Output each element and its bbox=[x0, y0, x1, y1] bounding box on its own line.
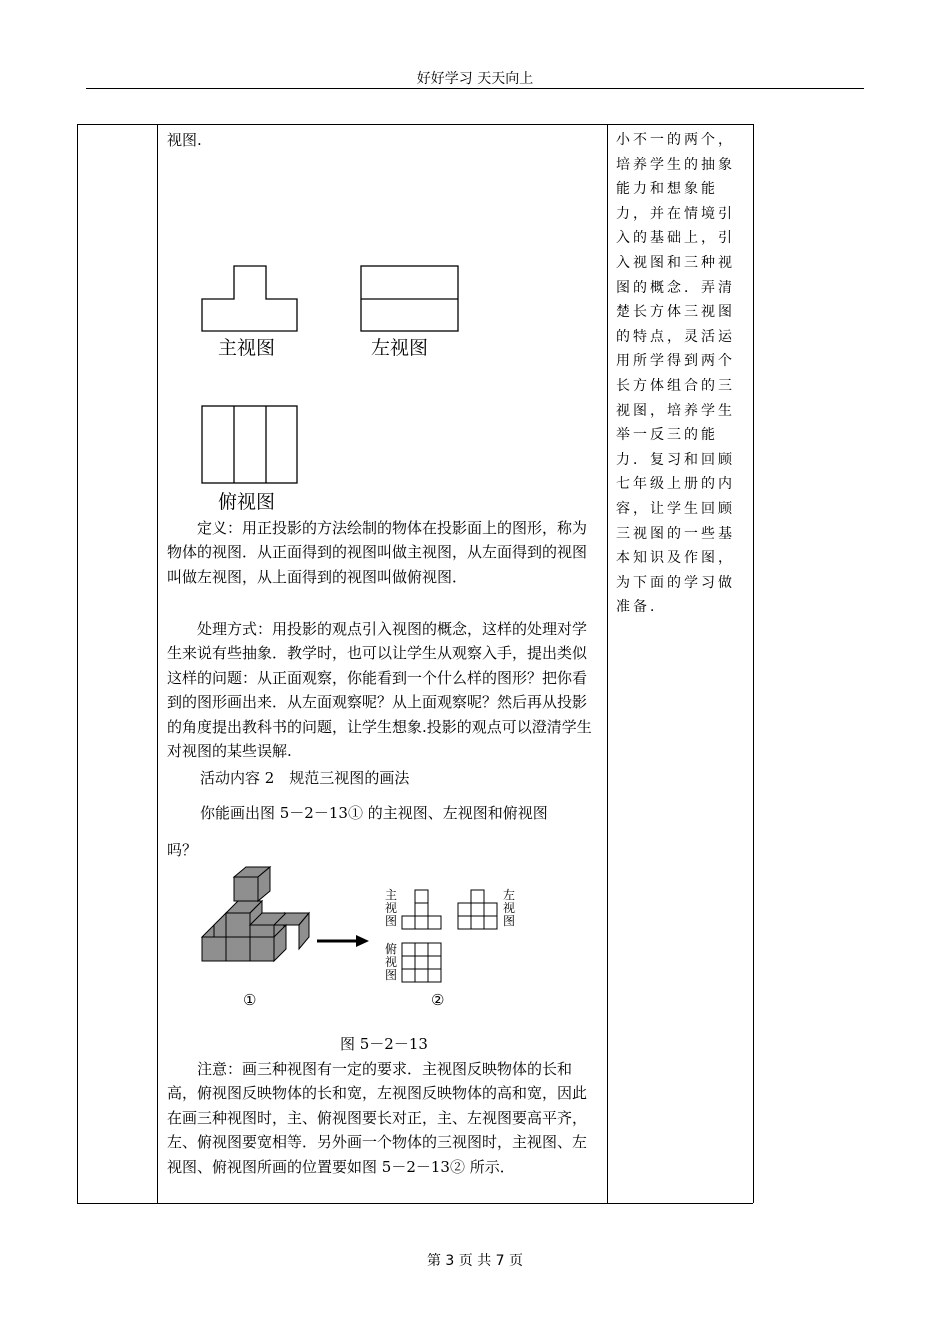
small-left-view-label: 左视图 bbox=[502, 888, 515, 928]
front-view-label: 主视图 bbox=[218, 337, 276, 359]
figure-caption: 图 5－2－13 bbox=[340, 1035, 428, 1053]
table-right-border bbox=[753, 124, 754, 1203]
page-number: 第 3 页 共 7 页 bbox=[426, 1253, 524, 1269]
table-left-border bbox=[77, 124, 78, 1203]
table-bottom-border bbox=[77, 1203, 753, 1204]
question-line-2: 吗？ bbox=[167, 841, 198, 859]
top-view-shape bbox=[202, 406, 297, 483]
page-header: 好好学习 天天向上 bbox=[416, 71, 534, 87]
top-view-label: 俯视图 bbox=[218, 491, 276, 513]
note-paragraph: 注意：画三种视图有一定的要求．主视图反映物体的长和高，俯视图反映物体的长和宽，左视图反映物体的高和宽，因此在画三种视图时，主、俯视图要长对正，主、左视图要高平齐，左、俯视图要宽相等．另外画一个物体的三视图时，主视图、左视图、俯视图所画的位置要如图 5－2－13② 所示． bbox=[167, 1060, 588, 1176]
table-col-divider-1 bbox=[157, 124, 158, 1203]
header-rule bbox=[86, 88, 864, 89]
table-top-border bbox=[77, 124, 753, 125]
question-line-1: 你能画出图 5－2－13① 的主视图、左视图和俯视图 bbox=[200, 804, 548, 822]
table-col-divider-2 bbox=[607, 124, 608, 1203]
cube-stack-figure bbox=[0, 0, 1, 1]
left-view-label: 左视图 bbox=[371, 337, 429, 359]
intro-text: 视图. bbox=[167, 131, 202, 149]
activity-heading: 活动内容 2 规范三视图的画法 bbox=[200, 769, 410, 787]
figure-marker-1: ① bbox=[243, 991, 257, 1009]
small-top-view-label: 俯视图 bbox=[384, 942, 397, 982]
definition-paragraph: 定义：用正投影的方法绘制的物体在投影面上的图形，称为物体的视图．从正面得到的视图叫做主视图，从左面得到的视图叫做左视图，从上面得到的视图叫做俯视图． bbox=[167, 519, 588, 586]
small-front-view-label: 主视图 bbox=[384, 888, 397, 928]
front-view-shape bbox=[202, 266, 297, 331]
side-notes: 小不一的两个，培养学生的抽象能力和想象能力，并在情境引入的基础上，引入视图和三种视图的概念．弄清楚长方体三视图的特点，灵活运用所学得到两个长方体组合的三视图，培养学生举一反三的能力．复习和回顾七年级上册的内容，让学生回顾三视图的一些基本知识及作图，为下面的学习做准备． bbox=[616, 132, 735, 616]
figure-marker-2: ② bbox=[431, 991, 445, 1009]
method-paragraph: 处理方式：用投影的观点引入视图的概念，这样的处理对学生来说有些抽象．教学时，也可以让学生从观察入手，提出类似这样的问题：从正面观察，你能看到一个什么样的图形？把你看到的图形画出来．从左面观察呢？从上面观察呢？然后再从投影的角度提出教科书的问题，让学生想象.投影的观点可以澄清学生对视图的某些误解. bbox=[167, 620, 592, 761]
